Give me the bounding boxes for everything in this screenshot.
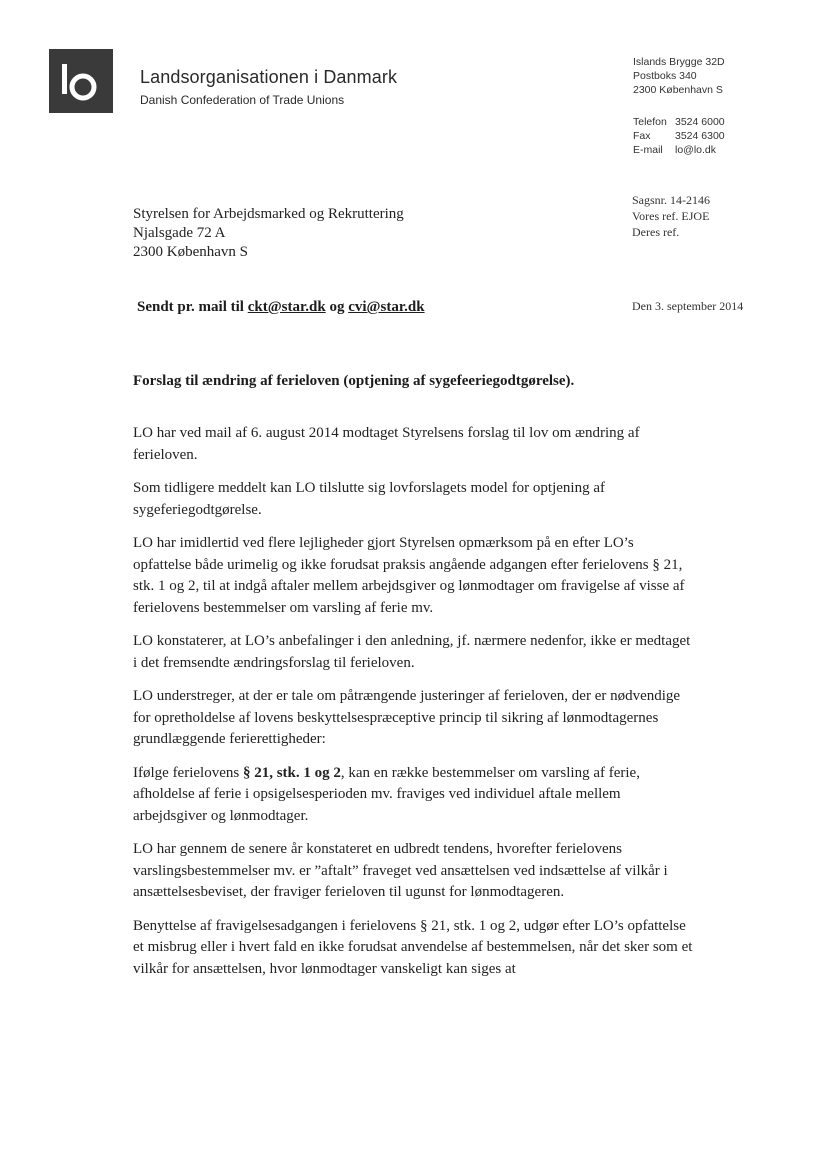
email-link[interactable]: ckt@star.dk [247, 299, 326, 315]
phone-label: Telefon [633, 116, 667, 128]
fax-label: Fax [633, 130, 651, 142]
paragraph: LO har gennem de senere år konstateret en udbredt tendens, hvorefter ferielovens varslingsbestemmelser mv. er ”aftalt” fraveget ved ansættelsen ved indsættelse af vilkår i ansættelsesbeviset, der fraviger ferieloven til ugunst for lønmodtageren. [133, 841, 668, 900]
paragraph: LO konstaterer, at LO’s anbefalinger i den anledning, jf. nærmere nedenfor, ikke er medtaget i det fremsendte ændringsforslag til ferieloven. [133, 633, 691, 671]
phone-value: 3524 6000 [675, 116, 725, 128]
email-label: E-mail [633, 144, 663, 156]
paragraph [133, 763, 693, 828]
recipient-line: Styrelsen for Arbejdsmarked og Rekruttering [133, 206, 404, 222]
paragraph: LO understreger, at der er tale om påtrængende justeringer af ferieloven, der er nødvendige for opretholdelse af lovens beskyttelsespræceptive princip til sikring af lønmodtagernes grundlæggende ferierettigheder: [133, 688, 681, 747]
paragraph-bold-text: § 21, stk. 1 og 2 [242, 764, 341, 781]
case-number: Sagsnr. 14-2146 [632, 193, 710, 207]
paragraph: Som tidligere meddelt kan LO tilslutte sig lovforslagets model for optjening af sygeferiegodtgørelse. [133, 480, 605, 518]
sent-prefix: Sendt pr. mail til [137, 299, 248, 315]
email-link[interactable]: cvi@star.dk [348, 299, 425, 315]
your-reference: Deres ref. [632, 225, 680, 239]
address-line: Islands Brygge 32D [633, 56, 725, 68]
reference-block [632, 192, 710, 240]
letter-subject: Forslag til ændring af ferieloven (optjening af sygefeeriegodtgørelse). [133, 373, 575, 389]
address-line: Postboks 340 [633, 70, 697, 82]
phone-row [633, 115, 725, 129]
email-value[interactable]: lo@lo.dk [675, 144, 717, 156]
org-header [140, 67, 397, 107]
recipient-line: Njalsgade 72 A [133, 225, 226, 241]
paragraph: Benyttelse af fravigelsesadgangen i ferielovens § 21, stk. 1 og 2, udgør efter LO’s opfattelse et misbrug eller i hvert fald en ikke forudsat anvendelse af bestemmelsen, når det sker som et vilkår for ansættelsen, hvor lønmodtager vanskeligt kan siges at [133, 917, 693, 977]
lo-logo [49, 49, 113, 113]
fax-row [633, 129, 725, 143]
letter-date: Den 3. september 2014 [632, 299, 744, 313]
recipient-address [133, 205, 404, 262]
paragraph-text: , kan en række bestemmelser om varsling af ferie, afholdelse af ferie i opsigelsesperioden mv. fraviges ved individuel aftale mellem arbejdsgiver og lønmodtager. [133, 764, 640, 824]
paragraph: LO har ved mail af 6. august 2014 modtaget Styrelsens forslag til lov om ændring af ferieloven. [133, 425, 640, 463]
our-reference: Vores ref. EJOE [632, 209, 710, 223]
sent-by-mail-line [137, 299, 425, 316]
fax-value: 3524 6300 [675, 130, 725, 142]
org-subtitle: Danish Confederation of Trade Unions [140, 93, 345, 107]
paragraph: LO har imidlertid ved flere lejligheder gjort Styrelsen opmærksom på en efter LO’s opfattelse både urimelig og ikke forudsat praksis angående adgangen efter ferielovens § 21, stk. 1 og 2, til at indgå aftaler mellem arbejdsgiver og lønmodtager om fravigelse af visse af ferielovens bestemmelser om varsling af ferie mv. [133, 535, 685, 616]
email-row [633, 143, 725, 157]
letter-body [133, 423, 693, 992]
address-line: 2300 København S [633, 84, 723, 96]
sent-joiner: og [325, 299, 349, 315]
org-name: Landsorganisationen i Danmark [140, 67, 398, 87]
lo-logo-icon [49, 49, 113, 113]
recipient-line: 2300 København S [133, 244, 248, 260]
paragraph-text: Ifølge ferielovens [133, 764, 243, 781]
contact-block [633, 55, 725, 157]
